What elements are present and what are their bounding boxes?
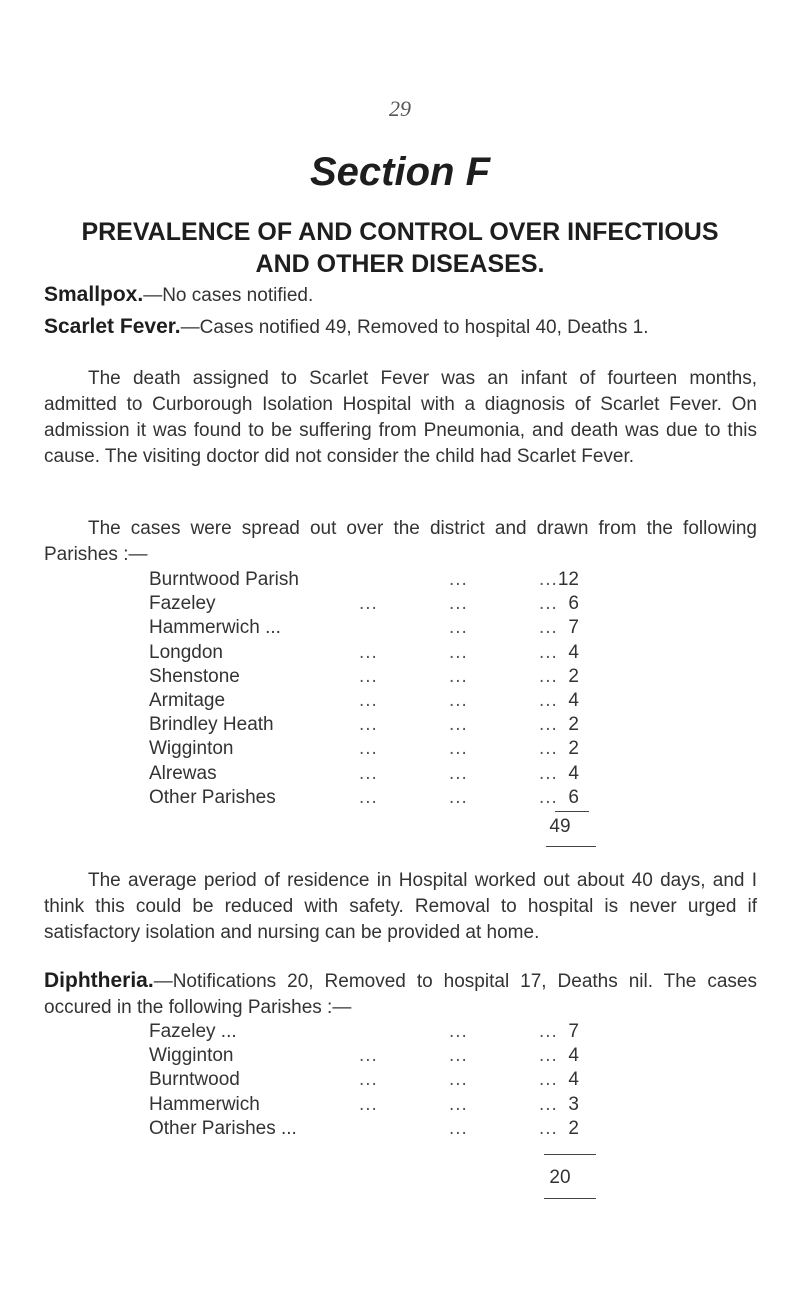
leader-dots: ... bbox=[449, 1069, 468, 1091]
leader-dots: ... bbox=[539, 738, 558, 760]
leader-dots: ... bbox=[449, 738, 468, 760]
leader-dots: ... bbox=[359, 786, 378, 808]
leader-dots: ... bbox=[449, 593, 468, 615]
leader-dots: ... bbox=[359, 689, 378, 711]
page-number: 29 bbox=[389, 96, 411, 121]
leader-dots: ... bbox=[359, 1069, 378, 1091]
leader-dots: ... bbox=[449, 762, 468, 784]
leader-dots: ... bbox=[539, 762, 558, 784]
scarlet-fever-parish-row bbox=[149, 592, 609, 616]
diphtheria-sum-rule bbox=[544, 1154, 596, 1155]
scarlet-fever-parish-row bbox=[149, 737, 609, 761]
parish-name: Wigginton bbox=[149, 738, 234, 760]
main-heading: PREVALENCE OF AND CONTROL OVER INFECTIOUS AND OTHER DISEASES. bbox=[81, 218, 719, 278]
scarlet-fever-heading: Scarlet Fever. bbox=[44, 315, 181, 338]
scarlet-fever-total: 49 bbox=[549, 816, 571, 837]
leader-dots: ... bbox=[449, 1021, 468, 1042]
leader-dots: ... bbox=[539, 1069, 558, 1091]
scarlet-fever-spread-paragraph: The cases were spread out over the district and drawn from the following Parishes :— bbox=[44, 518, 757, 565]
case-count: 2 bbox=[568, 714, 579, 736]
leader-dots: ... bbox=[359, 593, 378, 615]
hospital-residence-paragraph: The average period of residence in Hospital worked out about 40 days, and I think this could be reduced with safety. Removal to hospital is never urged if satisfactory isolation and nursing can be provided at home. bbox=[44, 870, 757, 943]
smallpox-paragraph bbox=[44, 282, 757, 309]
leader-dots: ... bbox=[539, 665, 558, 687]
case-count: 4 bbox=[568, 1045, 579, 1067]
scarlet-fever-parish-row bbox=[149, 641, 609, 665]
parish-name: Longdon bbox=[149, 641, 223, 663]
scarlet-fever-parish-row bbox=[149, 762, 609, 786]
parish-name: Burntwood bbox=[149, 1069, 240, 1091]
section-title: Section F bbox=[309, 150, 491, 194]
leader-dots: ... bbox=[539, 689, 558, 711]
leader-dots: ... bbox=[539, 569, 558, 590]
leader-dots: ... bbox=[539, 1093, 558, 1115]
smallpox-text: —No cases notified. bbox=[143, 285, 314, 306]
scarlet-fever-parish-row bbox=[149, 689, 609, 713]
leader-dots: ... bbox=[359, 1045, 378, 1067]
diphtheria-parish-row bbox=[149, 1020, 609, 1044]
parish-name: Alrewas bbox=[149, 762, 217, 784]
leader-dots: ... bbox=[449, 569, 468, 590]
diphtheria-total-rule bbox=[544, 1198, 596, 1199]
scarlet-fever-parish-row bbox=[149, 713, 609, 737]
diphtheria-parish-table bbox=[149, 1020, 609, 1141]
scarlet-fever-parish-row bbox=[149, 616, 609, 640]
leader-dots: ... bbox=[449, 714, 468, 736]
leader-dots: ... bbox=[449, 786, 468, 808]
leader-dots: ... bbox=[359, 714, 378, 736]
leader-dots: ... bbox=[539, 593, 558, 615]
leader-dots: ... bbox=[449, 1093, 468, 1115]
leader-dots: ... bbox=[449, 665, 468, 687]
case-count: 6 bbox=[568, 786, 579, 808]
scarlet-fever-parish-row bbox=[149, 786, 609, 810]
parish-name: Other Parishes bbox=[149, 786, 276, 808]
leader-dots: ... bbox=[359, 762, 378, 784]
scarlet-fever-sum-rule bbox=[555, 811, 589, 812]
case-count: 12 bbox=[557, 569, 579, 590]
case-count: 4 bbox=[568, 762, 579, 784]
diphtheria-text: —Notifications 20, Removed to hospital 17, Deaths nil. The cases occured in the following Parishes :— bbox=[44, 971, 757, 1018]
scarlet-fever-text: —Cases notified 49, Removed to hospital 40, Deaths 1. bbox=[180, 317, 649, 338]
leader-dots: ... bbox=[539, 786, 558, 808]
parish-name: Armitage bbox=[149, 689, 226, 711]
diphtheria-parish-row bbox=[149, 1117, 609, 1141]
leader-dots: ... bbox=[539, 714, 558, 736]
leader-dots: ... bbox=[449, 689, 468, 711]
leader-dots: ... bbox=[449, 1045, 468, 1067]
parish-name: Fazeley bbox=[149, 593, 216, 615]
parish-name: Other Parishes ... bbox=[149, 1117, 297, 1139]
diphtheria-parish-row bbox=[149, 1068, 609, 1092]
leader-dots: ... bbox=[539, 617, 558, 639]
parish-name: Wigginton bbox=[149, 1045, 234, 1067]
case-count: 7 bbox=[568, 617, 579, 639]
leader-dots: ... bbox=[539, 1021, 558, 1042]
diphtheria-heading: Diphtheria. bbox=[44, 969, 154, 992]
parish-name: Fazeley ... bbox=[149, 1021, 237, 1042]
diphtheria-parish-row bbox=[149, 1044, 609, 1068]
case-count: 7 bbox=[568, 1021, 579, 1042]
leader-dots: ... bbox=[359, 641, 378, 663]
case-count: 4 bbox=[568, 641, 579, 663]
diphtheria-paragraph bbox=[44, 968, 757, 1021]
leader-dots: ... bbox=[539, 1117, 558, 1139]
parish-name: Hammerwich ... bbox=[149, 617, 281, 639]
scarlet-fever-death-paragraph: The death assigned to Scarlet Fever was an infant of fourteen months, admitted to Curborough Isolation Hospital with a diagnosis of Scarlet Fever. On admission it was found to be suffering from Pneumonia, and death was due to this cause. The visiting doctor did not consider the child had Scarlet Fever. bbox=[44, 368, 757, 467]
leader-dots: ... bbox=[449, 617, 468, 639]
case-count: 2 bbox=[568, 738, 579, 760]
leader-dots: ... bbox=[539, 641, 558, 663]
case-count: 2 bbox=[568, 1117, 579, 1139]
case-count: 4 bbox=[568, 689, 579, 711]
parish-name: Burntwood Parish bbox=[149, 569, 299, 590]
case-count: 4 bbox=[568, 1069, 579, 1091]
scarlet-fever-parish-table bbox=[149, 568, 609, 810]
case-count: 3 bbox=[568, 1093, 579, 1115]
parish-name: Shenstone bbox=[149, 665, 240, 687]
case-count: 2 bbox=[568, 665, 579, 687]
leader-dots: ... bbox=[359, 1093, 378, 1115]
scarlet-fever-parish-row bbox=[149, 568, 609, 592]
scarlet-fever-parish-row bbox=[149, 665, 609, 689]
leader-dots: ... bbox=[359, 665, 378, 687]
diphtheria-parish-row bbox=[149, 1093, 609, 1117]
diphtheria-total: 20 bbox=[549, 1167, 571, 1188]
smallpox-heading: Smallpox. bbox=[44, 283, 144, 306]
leader-dots: ... bbox=[359, 738, 378, 760]
leader-dots: ... bbox=[449, 641, 468, 663]
case-count: 6 bbox=[568, 593, 579, 615]
scarlet-fever-paragraph bbox=[44, 314, 757, 341]
leader-dots: ... bbox=[449, 1117, 468, 1139]
scarlet-fever-total-rule bbox=[546, 846, 596, 847]
parish-name: Brindley Heath bbox=[149, 714, 274, 736]
leader-dots: ... bbox=[539, 1045, 558, 1067]
parish-name: Hammerwich bbox=[149, 1093, 260, 1115]
